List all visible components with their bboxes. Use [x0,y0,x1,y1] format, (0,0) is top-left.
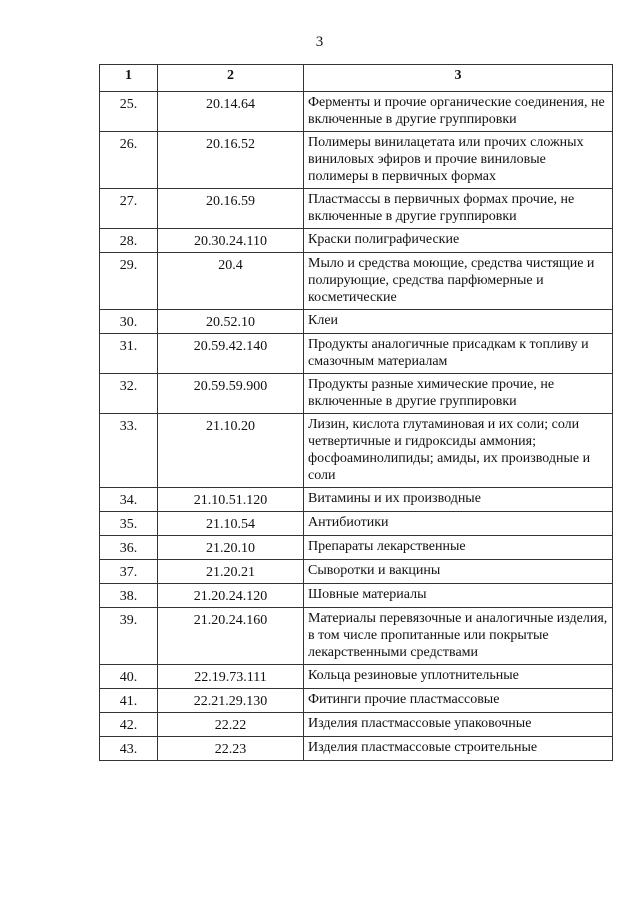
row-number-cell: 41. [100,689,158,713]
table-row [100,560,613,584]
okpd-code-cell: 20.16.52 [158,132,304,189]
table-row [100,92,613,132]
okpd-code-cell: 20.59.42.140 [158,334,304,374]
product-name-cell: Изделия пластмассовые упаковочные [304,713,613,737]
table-row [100,512,613,536]
document-table [99,64,613,761]
table-row [100,665,613,689]
product-name-cell: Продукты аналогичные присадкам к топливу и смазочным материалам [304,334,613,374]
product-name-cell: Шовные материалы [304,584,613,608]
row-number-cell: 32. [100,374,158,414]
page-number: 3 [315,34,324,50]
product-name-cell: Мыло и средства моющие, средства чистящие и полирующие, средства парфюмерные и косметические [304,253,613,310]
okpd-code-cell: 21.20.21 [158,560,304,584]
table-body [100,92,613,761]
product-name-cell: Витамины и их производные [304,488,613,512]
product-name-cell: Фитинги прочие пластмассовые [304,689,613,713]
okpd-code-cell: 21.20.10 [158,536,304,560]
table-row [100,132,613,189]
okpd-code-cell: 22.22 [158,713,304,737]
column-header-code: 2 [158,65,304,92]
row-number-cell: 39. [100,608,158,665]
row-number-cell: 40. [100,665,158,689]
product-name-cell: Лизин, кислота глутаминовая и их соли; соли четвертичные и гидроксиды аммония; фосфоаминолипиды; амиды, их производные и соли [304,414,613,488]
table-row [100,689,613,713]
product-name-cell: Материалы перевязочные и аналогичные изделия, в том числе пропитанные или покрытые лекарственными средствами [304,608,613,665]
okpd-code-cell: 21.20.24.120 [158,584,304,608]
column-header-number: 1 [100,65,158,92]
product-name-cell: Изделия пластмассовые строительные [304,737,613,761]
okpd-code-cell: 22.23 [158,737,304,761]
product-name-cell: Препараты лекарственные [304,536,613,560]
product-name-cell: Ферменты и прочие органические соединения, не включенные в другие группировки [304,92,613,132]
row-number-cell: 33. [100,414,158,488]
row-number-cell: 42. [100,713,158,737]
table-row [100,713,613,737]
product-name-cell: Антибиотики [304,512,613,536]
row-number-cell: 34. [100,488,158,512]
table-row [100,536,613,560]
table-row [100,334,613,374]
product-name-cell: Полимеры винилацетата или прочих сложных виниловых эфиров и прочие виниловые полимеры в первичных формах [304,132,613,189]
table-header-row [100,65,613,92]
table-row [100,229,613,253]
table-row [100,737,613,761]
row-number-cell: 31. [100,334,158,374]
row-number-cell: 27. [100,189,158,229]
table-row [100,414,613,488]
okpd-code-cell: 21.20.24.160 [158,608,304,665]
row-number-cell: 37. [100,560,158,584]
table-row [100,189,613,229]
row-number-cell: 26. [100,132,158,189]
okpd-code-cell: 21.10.20 [158,414,304,488]
row-number-cell: 36. [100,536,158,560]
product-name-cell: Кольца резиновые уплотнительные [304,665,613,689]
row-number-cell: 35. [100,512,158,536]
okpd-code-cell: 20.4 [158,253,304,310]
product-name-cell: Пластмассы в первичных формах прочие, не включенные в другие группировки [304,189,613,229]
product-name-cell: Клеи [304,310,613,334]
table-row [100,310,613,334]
table-row [100,253,613,310]
column-header-name: 3 [304,65,613,92]
product-name-cell: Продукты разные химические прочие, не включенные в другие группировки [304,374,613,414]
okpd-code-cell: 20.16.59 [158,189,304,229]
table-row [100,488,613,512]
okpd-code-cell: 20.30.24.110 [158,229,304,253]
row-number-cell: 28. [100,229,158,253]
row-number-cell: 43. [100,737,158,761]
okpd-code-cell: 21.10.51.120 [158,488,304,512]
table-row [100,608,613,665]
product-name-cell: Краски полиграфические [304,229,613,253]
row-number-cell: 29. [100,253,158,310]
product-name-cell: Сыворотки и вакцины [304,560,613,584]
okpd-code-cell: 22.21.29.130 [158,689,304,713]
row-number-cell: 30. [100,310,158,334]
okpd-code-cell: 22.19.73.111 [158,665,304,689]
row-number-cell: 38. [100,584,158,608]
row-number-cell: 25. [100,92,158,132]
okpd-code-cell: 21.10.54 [158,512,304,536]
okpd-code-cell: 20.14.64 [158,92,304,132]
table-row [100,584,613,608]
okpd-code-cell: 20.59.59.900 [158,374,304,414]
okpd-code-cell: 20.52.10 [158,310,304,334]
table-row [100,374,613,414]
